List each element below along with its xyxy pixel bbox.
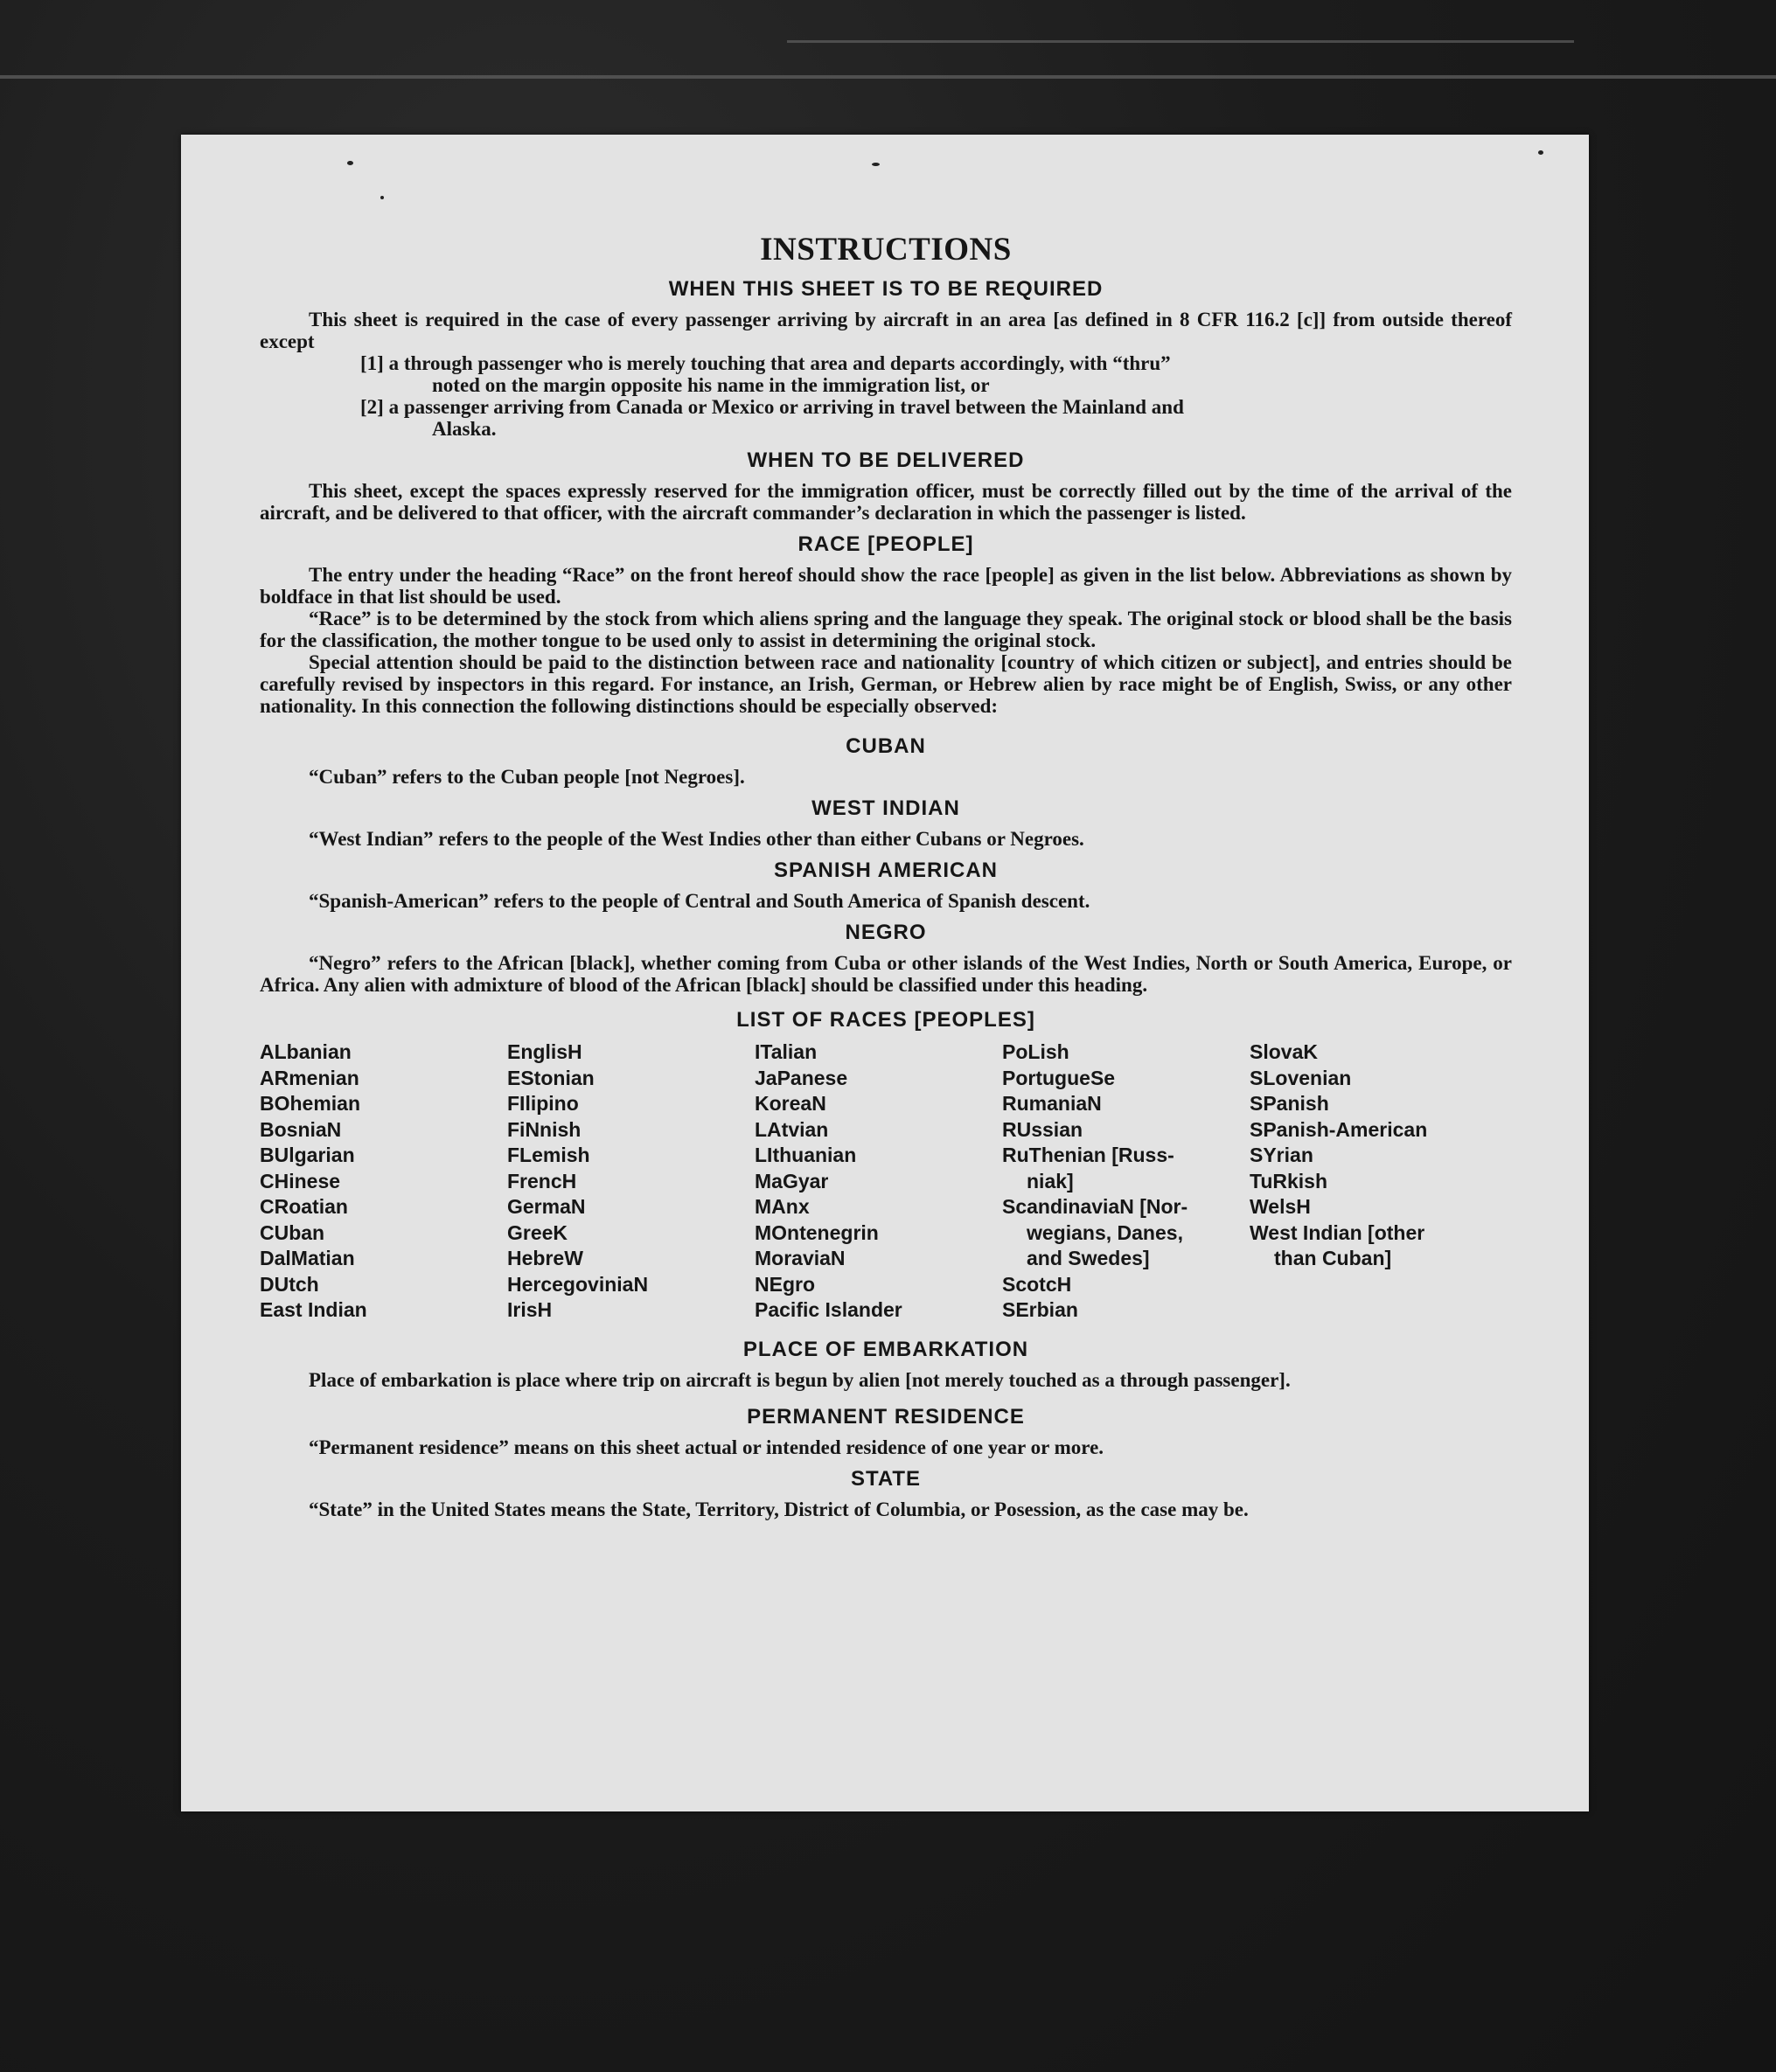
race-item: LIthuanian	[755, 1144, 857, 1166]
race-item: HercegoviniaN	[507, 1272, 649, 1296]
speck	[347, 161, 353, 165]
required-item-2-cont: Alaska.	[432, 418, 497, 440]
race-item: ALbanian	[260, 1040, 352, 1063]
race-item-continuation: wegians, Danes,	[1027, 1220, 1183, 1244]
heading-race: RACE [PEOPLE]	[797, 532, 974, 556]
delivered-text: This sheet, except the spaces expressly reserved for the immigration officer, must be correctly filled out by the time of the arrival of the aircraft, and be delivered to that officer, with the aircraft commander’s declaration in which the passenger is listed.	[260, 480, 1512, 524]
race-item: CRoatian	[260, 1195, 348, 1218]
race-item: RUssian	[1002, 1117, 1083, 1141]
race-item: PoLish	[1002, 1040, 1069, 1063]
page-title: INSTRUCTIONS	[760, 232, 1012, 268]
race-item: EnglisH	[507, 1040, 582, 1063]
required-item-1	[360, 352, 1512, 396]
required-item-2-text: [2] a passenger arriving from Canada or Mexico or arriving in travel between the Mainland and	[360, 396, 1184, 418]
state-text: “State” in the United States means the State, Territory, District of Columbia, or Posession, as the case may be.	[309, 1498, 1249, 1520]
heading-permanent-residence: PERMANENT RESIDENCE	[747, 1404, 1025, 1429]
heading-state: STATE	[850, 1466, 922, 1491]
race-column-2	[507, 1039, 755, 1324]
speck	[1538, 150, 1543, 155]
race-item-continuation: and Swedes]	[1027, 1247, 1150, 1269]
race-paragraph-2: “Race” is to be determined by the stock from which aliens spring and the language they speak. The original stock or blood shall be the basis for the classification, the mother tongue to be used only to assist in determining the original stock.	[260, 608, 1512, 651]
race-item: CHinese	[260, 1169, 341, 1192]
race-item: RuThenian [Russ-	[1002, 1144, 1174, 1166]
race-item: NEgro	[755, 1272, 815, 1296]
race-item-continuation: niak]	[1027, 1169, 1074, 1192]
race-item: KoreaN	[755, 1092, 826, 1115]
race-item: FrencH	[507, 1169, 577, 1192]
required-intro: This sheet is required in the case of every passenger arriving by aircraft in an area [as defined in 8 CFR 116.2 [c]] from outside thereof except	[260, 309, 1512, 352]
race-item: LAtvian	[755, 1117, 829, 1141]
speck	[380, 196, 384, 199]
heading-cuban: CUBAN	[846, 734, 926, 758]
race-item: FiNnish	[507, 1117, 582, 1141]
required-item-1-text: [1] a through passenger who is merely touching that area and departs accordingly, with “thru”	[360, 352, 1171, 374]
permanent-residence-text: “Permanent residence” means on this sheet actual or intended residence of one year or more.	[309, 1436, 1104, 1458]
race-item: HebreW	[507, 1247, 583, 1269]
race-item: West Indian [other	[1250, 1220, 1425, 1244]
document-page	[181, 135, 1589, 1811]
scan-edge-line	[787, 40, 1574, 43]
race-item: ScotcH	[1002, 1272, 1072, 1296]
race-item: SLovenian	[1250, 1066, 1352, 1089]
race-item: DalMatian	[260, 1247, 355, 1269]
heading-negro: NEGRO	[845, 921, 927, 944]
race-item: WelsH	[1250, 1195, 1311, 1218]
heading-west-indian: WEST INDIAN	[811, 796, 960, 820]
race-item: SYrian	[1250, 1144, 1313, 1166]
race-column-4	[1002, 1039, 1250, 1324]
heading-required: WHEN THIS SHEET IS TO BE REQUIRED	[668, 277, 1104, 301]
race-item: GreeK	[507, 1220, 568, 1244]
race-item: East Indian	[260, 1298, 367, 1321]
race-item: FIlipino	[507, 1092, 579, 1115]
required-item-1-cont: noted on the margin opposite his name in the immigration list, or	[432, 374, 990, 396]
race-paragraph-3: Special attention should be paid to the distinction between race and nationality [country of which citizen or subject], and entries should be carefully revised by inspectors in this regard. For instance, an Irish, German, or Hebrew alien by race might be of English, Swiss, or any other nationality. In this connection the following distinctions should be especially observed:	[260, 651, 1512, 717]
race-item: BOhemian	[260, 1092, 361, 1115]
race-item: MOntenegrin	[755, 1220, 879, 1244]
race-item: BosniaN	[260, 1117, 342, 1141]
race-item: BUlgarian	[260, 1144, 355, 1166]
document-content	[260, 231, 1512, 1520]
race-item: EStonian	[507, 1066, 595, 1089]
race-item: SlovaK	[1250, 1040, 1318, 1063]
race-item: SPanish-American	[1250, 1117, 1428, 1141]
west-indian-text: “West Indian” refers to the people of the West Indies other than either Cubans or Negroes.	[309, 828, 1084, 850]
race-item-continuation: than Cuban]	[1274, 1247, 1392, 1269]
heading-embarkation: PLACE OF EMBARKATION	[742, 1337, 1029, 1361]
race-item: SErbian	[1002, 1298, 1078, 1321]
race-item: FLemish	[507, 1144, 590, 1166]
race-item: CUban	[260, 1220, 325, 1244]
race-item: ARmenian	[260, 1066, 359, 1089]
embarkation-text: Place of embarkation is place where trip on aircraft is begun by alien [not merely touched as a through passenger].	[309, 1368, 1291, 1391]
race-list	[260, 1039, 1512, 1324]
race-item: ITalian	[755, 1040, 818, 1063]
race-item: ScandinaviaN [Nor-	[1002, 1195, 1188, 1218]
cuban-text: “Cuban” refers to the Cuban people [not Negroes].	[309, 766, 745, 788]
required-item-2	[360, 396, 1512, 440]
race-item: MoraviaN	[755, 1247, 846, 1269]
race-item: TuRkish	[1250, 1169, 1328, 1192]
heading-spanish-american: SPANISH AMERICAN	[773, 859, 998, 882]
race-column-3	[755, 1039, 1002, 1324]
race-item: SPanish	[1250, 1092, 1329, 1115]
negro-text: “Negro” refers to the African [black], whether coming from Cuba or other islands of the West Indies, North or South America, Europe, or Africa. Any alien with admixture of blood of the African [black] should be classified under this heading.	[260, 952, 1512, 996]
spanish-american-text: “Spanish-American” refers to the people of Central and South America of Spanish descent.	[309, 890, 1090, 912]
race-item: Pacific Islander	[755, 1298, 902, 1321]
race-item: DUtch	[260, 1272, 319, 1296]
speck	[872, 163, 880, 166]
race-item: RumaniaN	[1002, 1092, 1102, 1115]
race-item: MaGyar	[755, 1169, 829, 1192]
race-item: JaPanese	[755, 1066, 848, 1089]
race-item: MAnx	[755, 1195, 810, 1218]
race-column-5	[1250, 1039, 1512, 1324]
race-item: IrisH	[507, 1298, 553, 1321]
race-item: GermaN	[507, 1195, 586, 1218]
race-paragraph-1: The entry under the heading “Race” on the front hereof should show the race [people] as given in the list below. Abbreviations as shown by boldface in that list should be used.	[260, 564, 1512, 608]
heading-list-of-races: LIST OF RACES [PEOPLES]	[736, 1008, 1035, 1032]
race-column-1	[260, 1039, 507, 1324]
race-item: PortugueSe	[1002, 1066, 1116, 1089]
heading-delivered: WHEN TO BE DELIVERED	[747, 448, 1025, 472]
scan-edge-line	[0, 75, 1776, 79]
